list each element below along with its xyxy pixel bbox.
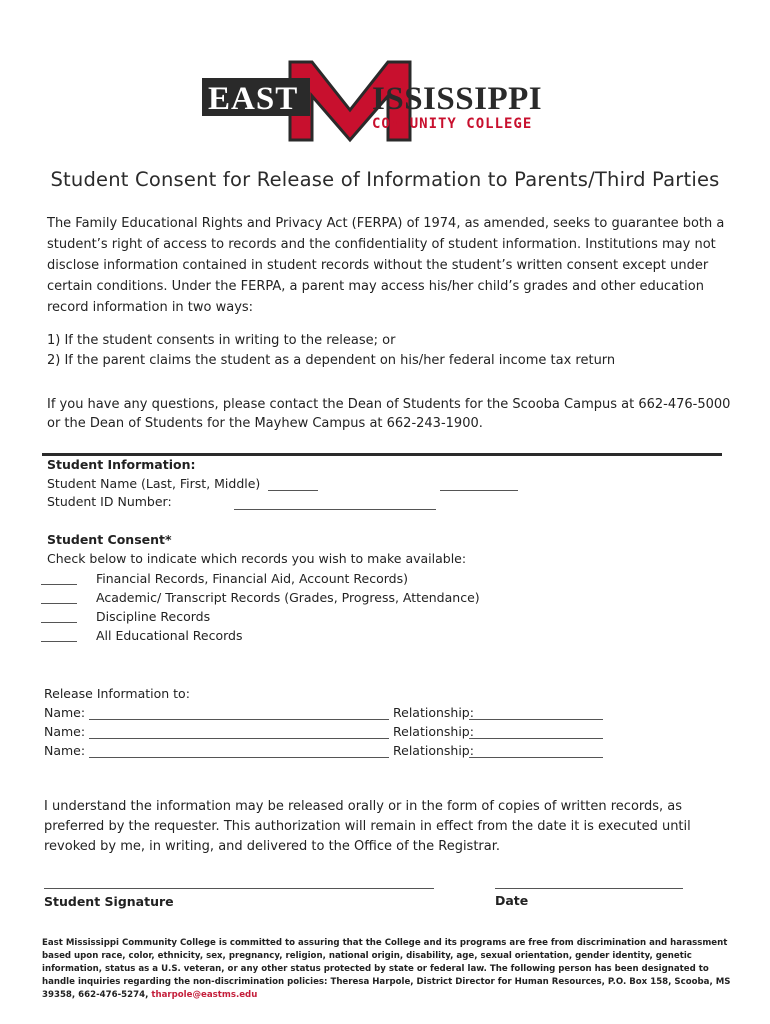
release-relationship-field-2[interactable] xyxy=(469,738,603,739)
contact-text: If you have any questions, please contact the Dean of Students for the Scooba Campus at 662-476-5000 or the Dean of Students for the Mayhew Campus at 662-243-1900. xyxy=(47,397,731,431)
release-relationship-field-3[interactable] xyxy=(469,757,603,758)
ferpa-ways xyxy=(47,331,737,371)
logo-ississippi-text: ISSISSIPPI xyxy=(372,81,543,117)
date-field[interactable] xyxy=(495,888,683,889)
consent-check-all[interactable] xyxy=(41,641,77,642)
college-logo xyxy=(200,48,570,152)
release-name-label-2: Name: xyxy=(44,724,86,739)
ferpa-intro: The Family Educational Rights and Privacy Act (FERPA) of 1974, as amended, seeks to guarantee both a student’s right of access to records and the confidentiality of student information. Institutions may not disclose information contained in student records without the student’s written consent except under certain conditions. Under the FERPA, a parent may access his/her child’s grades and other education record information in two ways: xyxy=(47,216,725,315)
student-name-field-extra[interactable] xyxy=(440,490,518,491)
nondiscrimination-footer xyxy=(42,937,732,1002)
student-id-label: Student ID Number: xyxy=(47,494,172,509)
footer-email-link[interactable]: tharpole@eastms.edu xyxy=(151,990,258,1000)
ferpa-way-1: 1) If the student consents in writing to the release; or xyxy=(47,333,396,348)
release-name-label-3: Name: xyxy=(44,743,86,758)
consent-option-discipline: Discipline Records xyxy=(96,609,211,624)
date-label: Date xyxy=(495,893,529,908)
student-info-heading: Student Information: xyxy=(47,457,196,472)
college-logo-graphic xyxy=(200,48,570,152)
release-relationship-field-1[interactable] xyxy=(469,719,603,720)
release-relationship-label-3: Relationship: xyxy=(393,743,474,758)
authorization-statement: I understand the information may be released orally or in the form of copies of written records, as preferred by the requester. This authorization will remain in effect from the date it is executed until revoked by me, in writing, and delivered to the Office of the Registrar. xyxy=(44,799,691,854)
logo-sub-text: COMMUNITY COLLEGE xyxy=(372,116,533,132)
consent-option-all: All Educational Records xyxy=(96,628,243,643)
consent-check-financial[interactable] xyxy=(41,584,77,585)
release-name-label-1: Name: xyxy=(44,705,86,720)
signature-label: Student Signature xyxy=(44,894,174,909)
student-id-field[interactable] xyxy=(234,509,436,510)
release-name-field-1[interactable] xyxy=(89,719,389,720)
consent-instruction: Check below to indicate which records you wish to make available: xyxy=(47,551,467,566)
footer-text: East Mississippi Community College is committed to assuring that the College and its programs are free from discrimination and harassment based upon race, color, ethnicity, sex, pregnancy, religion, national origin, disability, age, sexual orientation, gender identity, genetic information, status as a U.S. veteran, or any other status protected by state or federal law. The following person has been designated to handle inquiries regarding the non-discrimination policies: Theresa Harpole, District Director for Human Resources, P.O. Box 158, Scooba, MS 39358, 662-476-5274, xyxy=(42,938,731,1000)
consent-heading: Student Consent* xyxy=(47,532,172,547)
consent-option-financial: Financial Records, Financial Aid, Account Records) xyxy=(96,571,408,586)
ferpa-way-2: 2) If the parent claims the student as a dependent on his/her federal income tax return xyxy=(47,353,616,368)
section-divider xyxy=(42,453,722,456)
consent-check-academic[interactable] xyxy=(41,603,77,604)
consent-option-academic: Academic/ Transcript Records (Grades, Progress, Attendance) xyxy=(96,590,480,605)
page-title: Student Consent for Release of Information to Parents/Third Parties xyxy=(50,168,720,191)
release-name-field-2[interactable] xyxy=(89,738,389,739)
release-name-field-3[interactable] xyxy=(89,757,389,758)
student-name-label: Student Name (Last, First, Middle) xyxy=(47,476,261,491)
release-relationship-label-2: Relationship: xyxy=(393,724,474,739)
logo-east-text: EAST xyxy=(208,81,299,117)
signature-field[interactable] xyxy=(44,888,434,889)
release-heading: Release Information to: xyxy=(44,686,190,701)
student-name-field[interactable] xyxy=(268,490,318,491)
consent-check-discipline[interactable] xyxy=(41,622,77,623)
release-relationship-label-1: Relationship: xyxy=(393,705,474,720)
